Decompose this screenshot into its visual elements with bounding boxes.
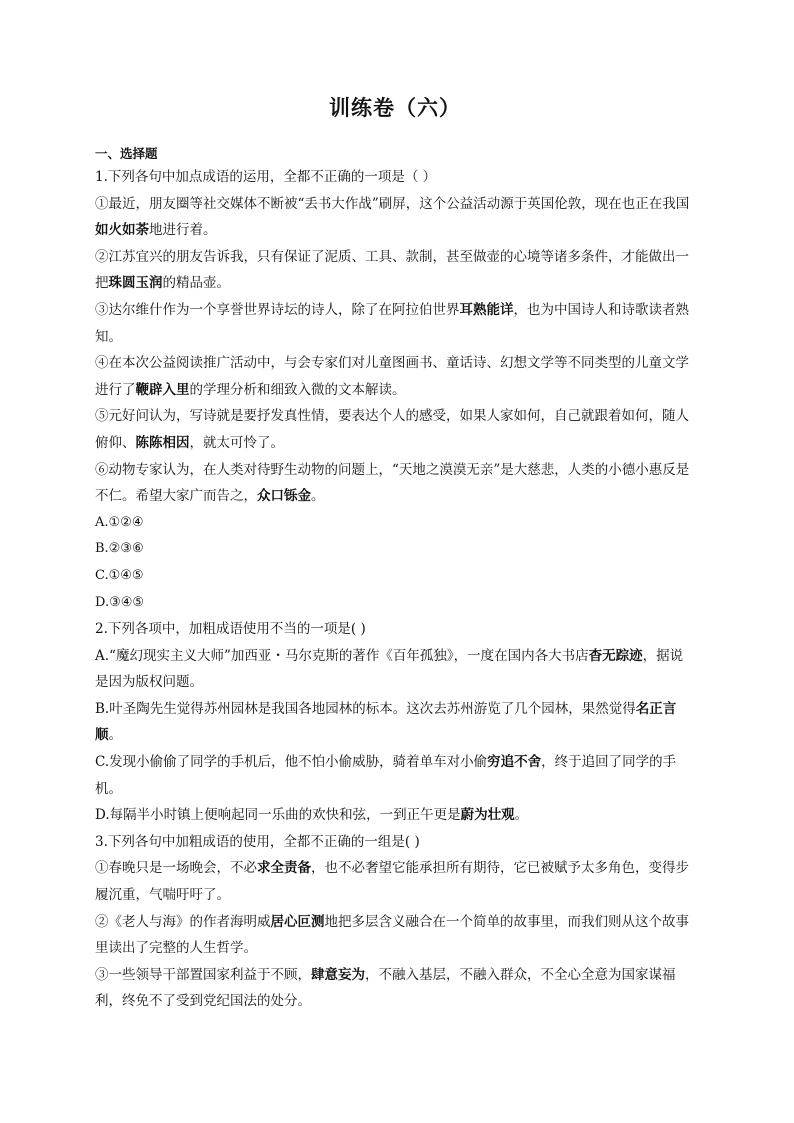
question-item: ⑤元好问认为，写诗就是要抒发真性情，要表达个人的感受，如果人家如何，自己就跟着如何，随人俯仰、陈陈相因，就太可怜了。 <box>95 408 689 451</box>
question-item: ①最近，朋友圈等社交媒体不断被“丢书大作战”刷屏，这个公益活动源于英国伦敦，现在也正在我国如火如荼地进行着。 <box>95 195 690 239</box>
question-item: ③一些领导干部置国家利益于不顾，肆意妄为，不融入基层，不融入群众，不全心全意为国家谋福利，终免不了受到党纪国法的处分。 <box>95 966 676 1010</box>
question-item: ②江苏宜兴的朋友告诉我，只有保证了泥质、工具、款制，甚至做壶的心境等诸多条件，才能做出一把珠圆玉润的精品壶。 <box>95 248 689 292</box>
question-3 <box>95 829 695 1015</box>
question-item: B.叶圣陶先生觉得苏州园林是我国各地园林的标本。这次去苏州游览了几个园林，果然觉得名正言顺。 <box>95 700 677 744</box>
section-heading: 一、选择题 <box>95 146 158 161</box>
bold-idiom: 众口铄金 <box>257 488 311 505</box>
question-item: A.“魔幻现实主义大师”加西亚・马尔克斯的著作《百年孤独》，一度在国内各大书店杳无踪迹，据说是因为版权问题。 <box>95 647 684 691</box>
bold-idiom: 穷追不舍 <box>487 754 542 771</box>
bold-idiom: 耳熟能详 <box>459 301 514 318</box>
answer-option: D.③④⑤ <box>95 594 145 610</box>
question-stem: 2.下列各项中，加粗成语使用不当的一项是( ) <box>95 621 366 638</box>
question-stem: 1.下列各句中加点成语的运用，全都不正确的一项是（ ） <box>95 169 437 185</box>
bold-idiom: 居心叵测 <box>270 913 325 930</box>
question-item: ②《老人与海》的作者海明威居心叵测地把多层含义融合在一个简单的故事里，而我们则从这个故事里读出了完整的人生哲学。 <box>95 913 689 957</box>
question-item: ④在本次公益阅读推广活动中，与会专家们对儿童图画书、童话诗、幻想文学等不同类型的儿童文学进行了鞭辟入里的学理分析和细致入微的文本解读。 <box>95 355 689 398</box>
bold-idiom: 如火如荼 <box>95 222 149 239</box>
bold-idiom: 肆意妄为 <box>311 966 365 983</box>
question-item: ③达尔维什作为一个享誉世界诗坛的诗人，除了在阿拉伯世界耳熟能详，也为中国诗人和诗歌读者熟知。 <box>95 301 689 345</box>
question-item: D.每隔半小时镇上便响起同一乐曲的欢快和弦，一到正午更是蔚为壮观。 <box>95 807 529 824</box>
bold-idiom: 鞭辟入里 <box>135 381 190 398</box>
bold-idiom: 陈陈相因 <box>135 434 190 451</box>
question-stem: 3.下列各句中加粗成语的使用，全都不正确的一组是( ) <box>95 833 420 850</box>
page-title: 训练卷（六） <box>329 95 461 120</box>
question-item: ①春晚只是一场晚会，不必求全责备，也不必奢望它能承担所有期待，它已被赋予太多角色，变得步履沉重，气喘吁吁了。 <box>95 860 689 904</box>
bold-idiom: 杳无踪迹 <box>588 647 643 664</box>
document-page <box>95 92 695 1015</box>
answer-option: C.①④⑤ <box>95 567 144 583</box>
bold-idiom: 求全责备 <box>257 860 311 877</box>
bold-idiom: 珠圆玉润 <box>108 275 163 292</box>
answer-option: B.②③⑥ <box>95 541 144 557</box>
bold-idiom: 蔚为壮观 <box>460 807 515 824</box>
question-item: ⑥动物专家认为，在人类对待野生动物的问题上，“天地之漠漠无亲”是大慈悲，人类的小德小惠反是不仁。希望大家广而告之，众口铄金。 <box>95 461 690 505</box>
answer-option: A.①②④ <box>95 514 144 530</box>
question-item: C.发现小偷偷了同学的手机后，他不怕小偷威胁，骑着单车对小偷穷追不舍，终于追回了同学的手机。 <box>95 754 677 797</box>
bold-idiom: 名正言顺 <box>95 700 677 744</box>
question-2 <box>95 616 695 829</box>
question-1 <box>95 164 695 616</box>
